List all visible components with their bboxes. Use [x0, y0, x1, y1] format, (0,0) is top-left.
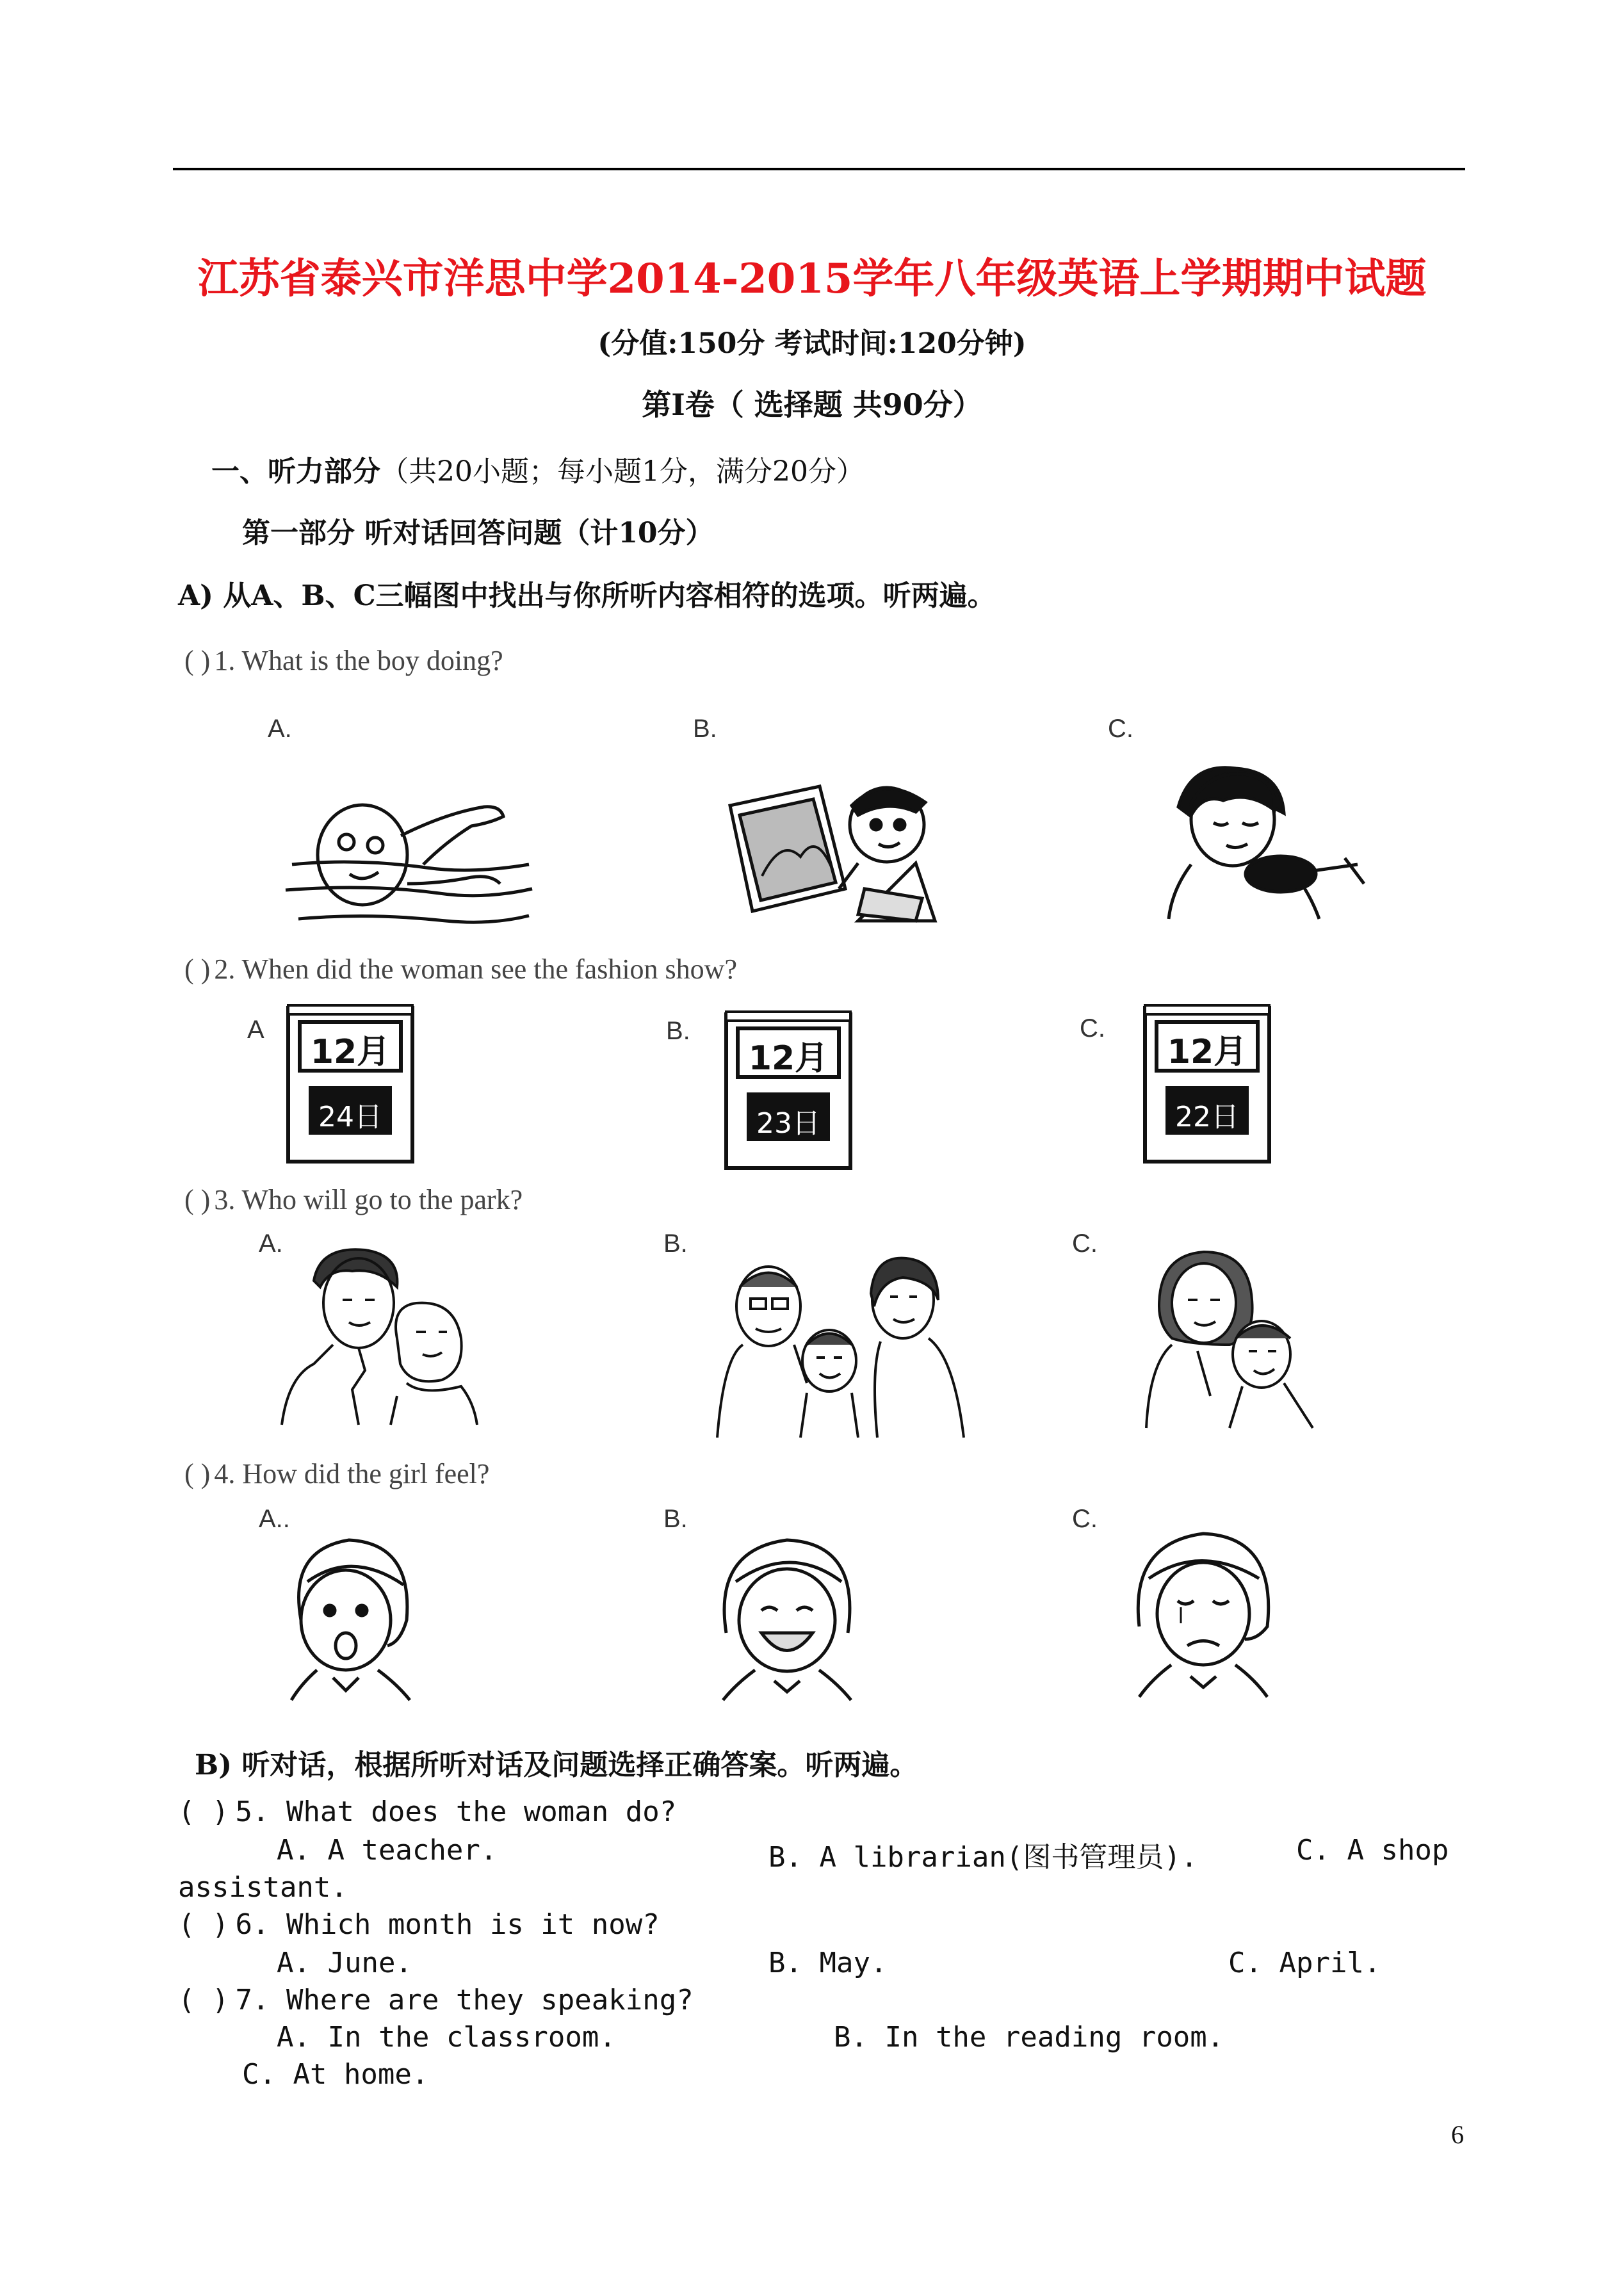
answer-paren[interactable]: ( ) — [184, 953, 211, 985]
question-1 — [184, 644, 503, 677]
option-label-b: B. — [693, 715, 717, 743]
option-b[interactable]: B. In the reading room. — [834, 2021, 1224, 2054]
painting-boy-image[interactable] — [711, 761, 948, 927]
exam-subtitle: (分值:150分 考试时间:120分钟) — [597, 327, 1027, 360]
mother-and-son-image[interactable] — [1133, 1242, 1338, 1434]
option-b[interactable]: B. May. — [768, 1947, 888, 1979]
option-label-c: C. — [1072, 1505, 1098, 1533]
section-title: 一、听力部分 — [211, 455, 380, 488]
section-note: （共20小题；每小题1分，满分20分） — [380, 455, 865, 488]
question-3 — [184, 1183, 523, 1216]
calendar-month: 12月 — [1167, 1033, 1247, 1071]
calendar-day: 22日 — [1175, 1101, 1239, 1133]
option-label-a: A.. — [259, 1505, 290, 1533]
option-label-b: B. — [666, 1017, 690, 1045]
exam-title: 江苏省泰兴市洋思中学2014-2015学年八年级英语上学期期中试题 — [197, 255, 1427, 303]
question-text: 7. Where are they speaking? — [235, 1984, 694, 2016]
option-c[interactable]: C. A shop — [1296, 1834, 1449, 1867]
section-heading — [211, 448, 865, 489]
sad-girl-image[interactable] — [1123, 1518, 1283, 1703]
partA-heading: A) 从A、B、C三幅图中找出与你所听内容相符的选项。听两遍。 — [178, 580, 996, 612]
question-text: 5. What does the woman do? — [235, 1796, 677, 1828]
calendar-month: 12月 — [310, 1033, 391, 1071]
answer-paren[interactable]: ( ) — [184, 1458, 211, 1489]
option-c[interactable]: C. At home. — [242, 2058, 429, 2091]
answer-paren[interactable]: ( ) — [178, 1796, 229, 1828]
calendar-b[interactable] — [722, 1005, 854, 1172]
header-rule — [173, 168, 1465, 170]
answer-paren[interactable]: ( ) — [184, 645, 211, 676]
question-text: 1. What is the boy doing? — [214, 645, 503, 676]
man-and-woman-image[interactable] — [269, 1242, 480, 1428]
option-label-b: B. — [663, 1505, 688, 1533]
violin-boy-image[interactable] — [1153, 756, 1370, 922]
option-label-a: A — [247, 1016, 264, 1044]
option-label-a: A. — [259, 1229, 283, 1258]
happy-girl-image[interactable] — [707, 1524, 867, 1703]
swimming-boy-image[interactable] — [279, 788, 535, 935]
part1-heading: 第一部分 听对话回答问题（计10分） — [242, 517, 714, 549]
calendar-day: 24日 — [318, 1101, 382, 1133]
option-label-c: C. — [1108, 715, 1133, 743]
option-label-a: A. — [268, 715, 292, 743]
question-text: 3. Who will go to the park? — [214, 1184, 523, 1215]
answer-paren[interactable]: ( ) — [178, 1984, 229, 2016]
option-label-c: C. — [1072, 1229, 1098, 1258]
option-a[interactable]: A. A teacher. — [277, 1834, 498, 1867]
option-label-c: C. — [1080, 1014, 1105, 1042]
volume-heading: 第Ⅰ卷（ 选择题 共90分） — [642, 387, 982, 422]
calendar-day: 23日 — [756, 1107, 820, 1140]
option-a[interactable]: A. In the classroom. — [277, 2021, 616, 2054]
family-of-three-image[interactable] — [711, 1255, 980, 1441]
option-label-b: B. — [663, 1229, 688, 1258]
question-text: 4. How did the girl feel? — [214, 1458, 490, 1489]
calendar-month: 12月 — [748, 1039, 829, 1078]
question-text: 2. When did the woman see the fashion show? — [214, 953, 737, 985]
calendar-a[interactable] — [284, 999, 416, 1165]
option-b[interactable]: B. A librarian(图书管理员). — [768, 1841, 1198, 1874]
calendar-c[interactable] — [1141, 999, 1273, 1165]
answer-paren[interactable]: ( ) — [184, 1184, 211, 1215]
answer-paren[interactable]: ( ) — [178, 1908, 229, 1941]
question-text: 6. Which month is it now? — [235, 1908, 660, 1941]
surprised-girl-image[interactable] — [275, 1524, 429, 1703]
option-a[interactable]: A. June. — [277, 1947, 412, 1979]
question-5 — [178, 1796, 676, 1828]
question-2 — [184, 953, 737, 985]
page-number: 6 — [1451, 2120, 1464, 2149]
question-7 — [178, 1984, 694, 2016]
question-4 — [184, 1457, 489, 1490]
question-6 — [178, 1908, 660, 1941]
option-c-continued: assistant. — [178, 1871, 348, 1904]
partB-heading: B) 听对话，根据所听对话及问题选择正确答案。听两遍。 — [195, 1749, 918, 1781]
option-c[interactable]: C. April. — [1228, 1947, 1381, 1979]
